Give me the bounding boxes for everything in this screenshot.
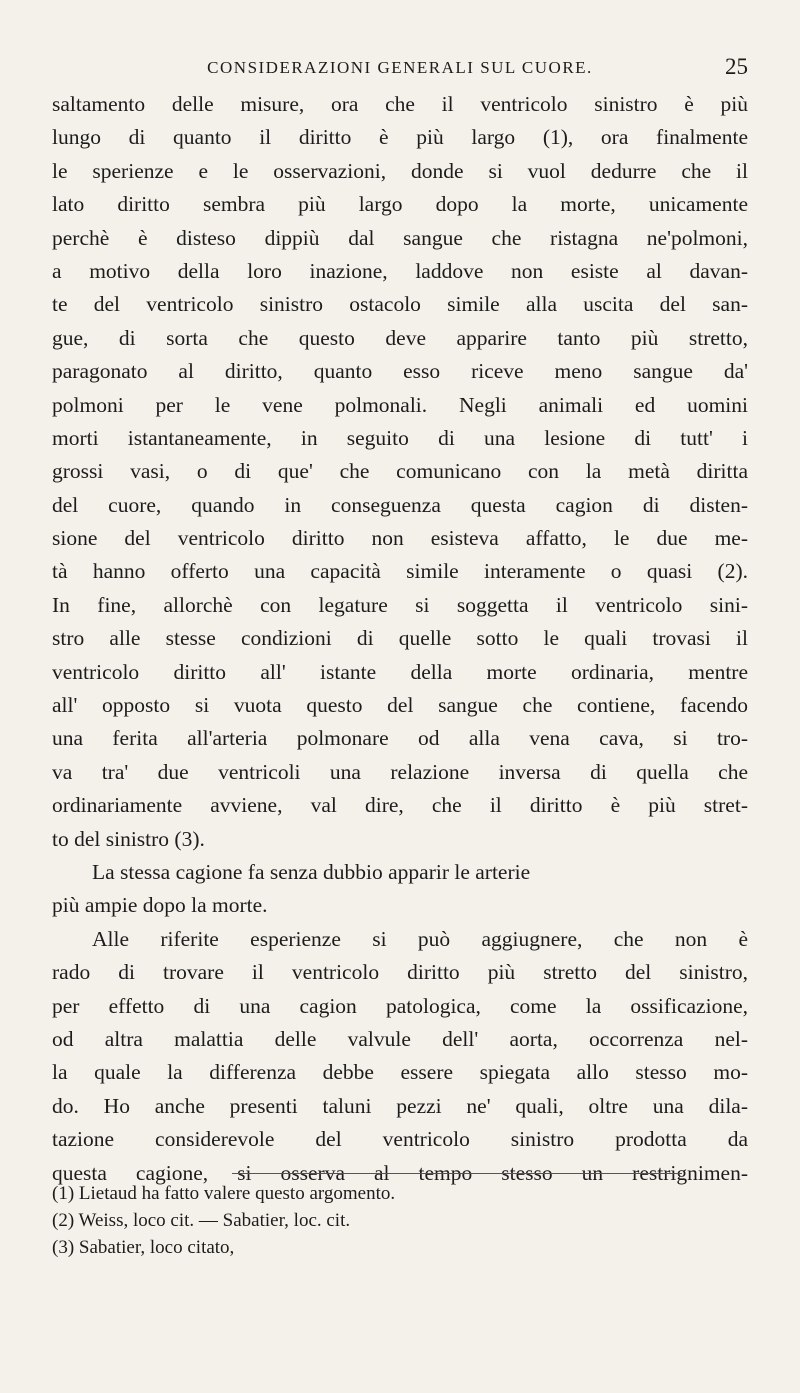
text-line: va tra' due ventricoli una relazione inversa di quella che (52, 759, 748, 784)
text-line: saltamento delle misure, ora che il ventricolo sinistro è più (52, 92, 748, 116)
text-line: lungo di quanto il diritto è più largo (1), ora finalmente (52, 125, 748, 150)
page-number: 25 (725, 54, 748, 79)
text-line: In fine, allorchè con legature si soggetta il ventricolo sini- (52, 592, 748, 617)
text-line: te del ventricolo sinistro ostacolo simile alla uscita del san- (52, 292, 748, 317)
text-line: del cuore, quando in conseguenza questa cagion di disten- (52, 492, 748, 517)
text-line: la quale la differenza debbe essere spiegata allo stesso mo- (52, 1060, 748, 1085)
text-line: La stessa cagione fa senza dubbio apparir le arterie (92, 859, 531, 884)
footnotes (52, 1180, 748, 1261)
footnote: (3) Sabatier, loco citato, (52, 1237, 235, 1258)
running-header (52, 54, 748, 84)
text-line: morti istantaneamente, in seguito di una lesione di tutt' i (52, 425, 748, 450)
footnote: (2) Weiss, loco cit. — Sabatier, loc. cit. (52, 1210, 351, 1231)
text-line: Alle riferite esperienze si può aggiugnere, che non è (92, 926, 748, 951)
text-line: tà hanno offerto una capacità simile interamente o quasi (2). (52, 559, 748, 584)
text-line: polmoni per le vene polmonali. Negli animali ed uomini (52, 392, 748, 417)
body-text (52, 88, 748, 1190)
text-line: ordinariamente avviene, val dire, che il diritto è più stret- (52, 793, 748, 818)
text-line: una ferita all'arteria polmonare od alla vena cava, si tro- (52, 726, 748, 751)
text-line: sione del ventricolo diritto non esisteva affatto, le due me- (52, 526, 748, 551)
text-line: od altra malattia delle valvule dell' aorta, occorrenza nel- (52, 1026, 748, 1051)
text-line: gue, di sorta che questo deve apparire tanto più stretto, (52, 325, 748, 350)
text-line: le sperienze e le osservazioni, donde si vuol dedurre che il (52, 158, 748, 183)
text-line: tazione considerevole del ventricolo sinistro prodotta da (52, 1127, 748, 1152)
running-title: CONSIDERAZIONI GENERALI SUL CUORE. (207, 58, 593, 77)
text-line: to del sinistro (3). (52, 826, 205, 851)
text-line: do. Ho anche presenti taluni pezzi ne' quali, oltre una dila- (52, 1093, 748, 1118)
footnote-rule (232, 1173, 682, 1174)
text-line: perchè è disteso dippiù dal sangue che ristagna ne'polmoni, (52, 225, 748, 250)
text-line: più ampie dopo la morte. (52, 893, 268, 918)
text-line: per effetto di una cagion patologica, come la ossificazione, (52, 993, 748, 1018)
text-line: questa cagione, si osserva al tempo stesso un restrignimen- (52, 1160, 748, 1185)
text-line: grossi vasi, o di que' che comunicano con la metà diritta (52, 459, 748, 484)
footnote: (1) Lietaud ha fatto valere questo argomento. (52, 1183, 396, 1204)
text-line: lato diritto sembra più largo dopo la morte, unicamente (52, 192, 748, 217)
text-line: paragonato al diritto, quanto esso riceve meno sangue da' (52, 359, 748, 384)
text-line: all' opposto si vuota questo del sangue che contiene, facendo (52, 693, 748, 718)
text-line: ventricolo diritto all' istante della morte ordinaria, mentre (52, 659, 748, 684)
text-line: a motivo della loro inazione, laddove non esiste al davan- (52, 258, 748, 283)
text-line: stro alle stesse condizioni di quelle sotto le quali trovasi il (52, 626, 748, 651)
text-line: rado di trovare il ventricolo diritto più stretto del sinistro, (52, 960, 748, 985)
